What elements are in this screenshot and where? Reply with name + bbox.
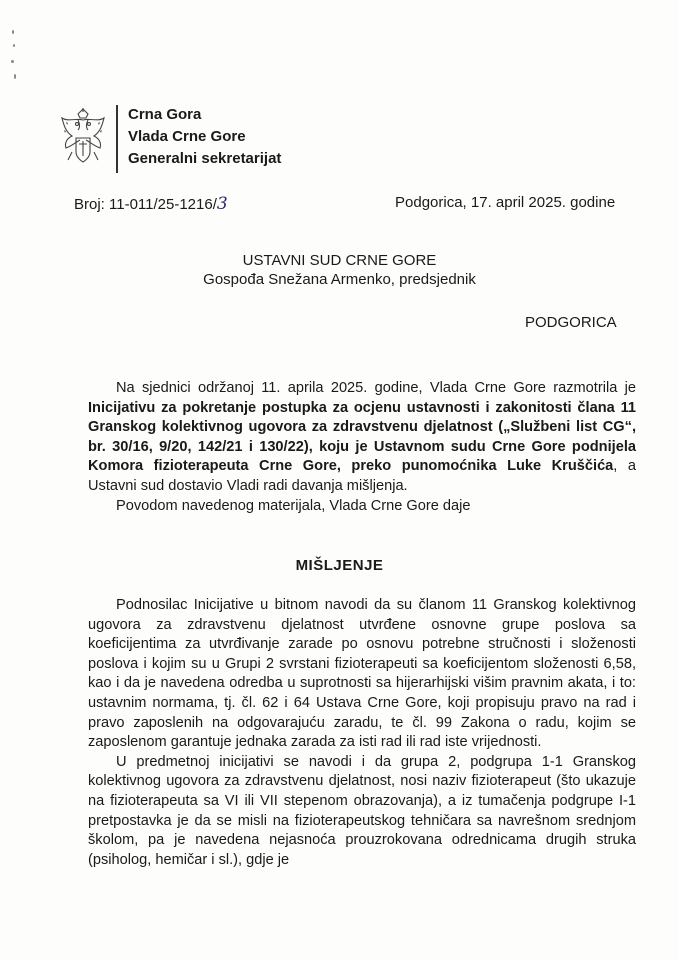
intro-bold: Inicijativu za pokretanje postupka za ocjenu ustavnosti i zakonitosti člana 11 Granskog kolektivnog ugovora za zdravstvenu djelatnost („Službeni list CG“, br. 30/16, 9/20, 142/21 i 130/22), koju je Ustavnom sudu Crne Gore podnijela Komora fizioterapeuta Crne Gore, preko punomoćnika Luke Kruščića <box>88 399 636 475</box>
intro-paragraph <box>88 379 636 516</box>
paragraph-1: Podnosilac Inicijative u bitnom navodi da su članom 11 Granskog kolektivnog ugovora za zdravstvenu djelatnost utvrđene osnovne grupe poslova sa koeficijentima za utvrđivanje zarade po osnovu potrebne stručnosti i složenosti poslova i kojim su u Grupi 2 svrstani fizioterapeuti sa koeficijentom složenosti 6,58, kao i da je navedena odredba u suprotnosti sa hijerarhijski višim pravnim akata, i to: ustavnim normama, tj. čl. 62 i 64 Ustava Crne Gore, koji propisuju pravo na rad i pravo zaposlenih na odgovarajuću zaradu, te čl. 99 Zakona o radu, kojim se zaposlenom garantuje jednaka zarada za isti rad ili rad iste vrijednosti. <box>88 597 636 751</box>
org-government: Vlada Crne Gore <box>128 128 246 145</box>
header-divider <box>116 105 118 173</box>
opinion-title: MIŠLJENJE <box>295 557 384 574</box>
place-date: Podgorica, 17. april 2025. godine <box>395 194 616 211</box>
intro-text-b: , a Ustavni sud dostavio Vladi radi davanja mišljenja. <box>88 458 636 494</box>
paragraph-2: U predmetnoj inicijativi se navodi i da grupa 2, podgrupa 1-1 Granskog kolektivnog ugovora za zdravstvenu djelatnost, nosi naziv fizioterapeut (što ukazuje na fizioterapeuta sa VI ili VII stepenom obrazovanja), a iz tumačenja podgrupe I-1 pretpostavka je da se misli na fizioterapeutskog tehničara sa navrešnom srednjom školom, pa je navedena nejasnoća prouzrokovana odrednicama drugih struka (psiholog, hemičar i sl.), gdje je <box>88 753 636 868</box>
org-secretariat: Generalni sekretarijat <box>128 150 282 167</box>
povodom-text: Povodom navedenog materijala, Vlada Crne Gore daje <box>116 497 471 514</box>
reference-number-text: Broj: 11-011/25-1216/ <box>74 196 217 213</box>
reference-number <box>74 194 228 214</box>
recipient-city: PODGORICA <box>525 314 617 331</box>
org-country: Crna Gora <box>128 106 202 123</box>
recipient-court: USTAVNI SUD CRNE GORE <box>242 252 437 269</box>
coat-of-arms-icon <box>58 108 108 170</box>
scan-margin-marks <box>8 30 20 110</box>
intro-text-a: Na sjednici održanoj 11. aprila 2025. godine, Vlada Crne Gore razmotrila je <box>116 380 636 396</box>
handwritten-number: 3 <box>216 194 228 214</box>
body-paragraphs <box>88 596 636 870</box>
recipient-person: Gospođa Snežana Armenko, predsjednik <box>203 271 476 288</box>
